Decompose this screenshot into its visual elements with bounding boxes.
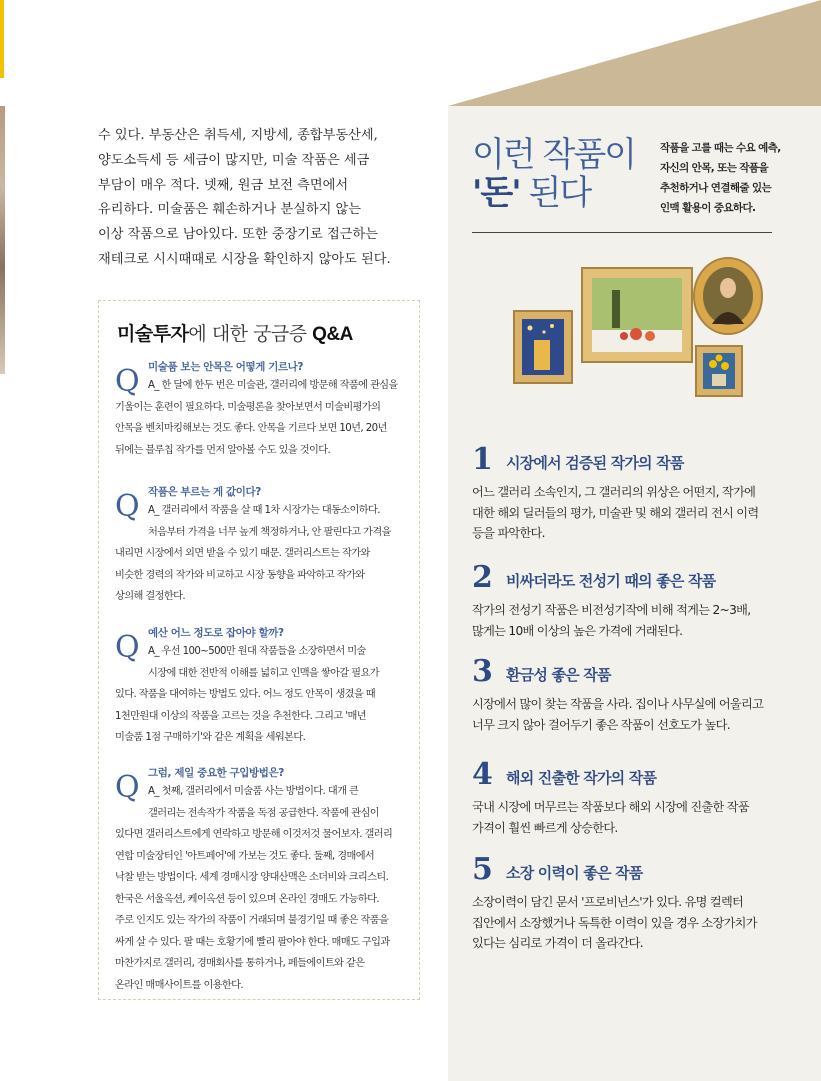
qa-answer-line: 있다면 갤러리스트에게 연락하고 방문해 이것저것 물어보자. 갤러리 [115, 829, 393, 840]
qa-item [115, 625, 411, 749]
qa-question: 그럼, 제일 중요한 구입방법은? [148, 767, 284, 779]
qa-answer-line: A_ 한 달에 한두 번은 미술관, 갤러리에 방문해 작품에 관심을 [148, 380, 398, 391]
intro-line: 이상 작품으로 남아있다. 또한 중장기로 접근하는 [98, 227, 378, 243]
qa-answer-line: 비슷한 경력의 작가와 비교하고 시장 동향을 파악하고 작가와 [115, 569, 365, 581]
qa-title-bold: 미술투자 [117, 323, 189, 345]
qa-answer-line: 낙찰 받는 방법이다. 세계 경매시장 양대산맥은 소더비와 크리스티. [115, 872, 389, 883]
qa-answer [115, 500, 411, 608]
criterion-body [472, 694, 802, 735]
headline-line-2 [472, 174, 635, 212]
intro-line: 양도소득세 등 세금이 많지만, 미술 작품은 세금 [98, 152, 370, 168]
criterion-number: 1 [472, 442, 493, 477]
criterion-body [472, 482, 802, 544]
qa-answer-line: A_ 갤러리에서 작품을 살 때 1차 시장가는 대동소이하다. [148, 505, 380, 516]
criterion-item [472, 751, 802, 838]
qa-answer-line: 뒤에는 블루칩 작가를 먼저 알아볼 수도 있을 것이다. [115, 444, 331, 456]
qa-title-qa: Q&A [312, 324, 353, 345]
headline-line-1: 이런 작품이 [472, 135, 636, 175]
qa-answer-line: 온라인 매매사이트를 이용한다. [115, 979, 244, 991]
headline-note [660, 138, 810, 218]
q-mark-icon: Q [115, 364, 140, 399]
intro-line: 재테크로 시시때때로 시장을 확인하지 않아도 된다. [98, 251, 391, 267]
criterion-line: 가격이 훨씬 빠르게 상승한다. [472, 820, 618, 835]
criterion-number: 3 [472, 654, 493, 689]
intro-line: 수 있다. 부동산은 취득세, 지방세, 종합부동산세, [98, 128, 378, 143]
qa-answer-line: 기울이는 훈련이 필요하다. 미술평론을 찾아보면서 미술비평가의 [115, 401, 381, 413]
qa-answer [115, 641, 411, 749]
qa-answer-line: 있다. 작품을 대여하는 방법도 있다. 어느 정도 안목이 생겼을 때 [115, 689, 376, 700]
criterion-item [472, 554, 802, 641]
qa-answer [115, 781, 411, 996]
qa-answer-line: 한국은 서울옥션, 케이옥션 등이 있으며 온라인 경매도 가능하다. [115, 893, 380, 905]
criterion-line: 어느 갤러리 소속인지, 그 갤러리의 위상은 어떤지, 작가에 [472, 485, 756, 499]
qa-answer-line: 상의해 결정한다. [115, 591, 185, 602]
qa-answer [115, 375, 411, 461]
note-line: 인맥 활용이 중요하다. [660, 202, 756, 214]
criterion-line: 국내 시장에 머무르는 작품보다 해외 시장에 진출한 작품 [472, 800, 749, 814]
qa-answer-line: 시장에 대한 전반적 이해를 넓히고 인맥을 쌓아갈 필요가 [148, 667, 380, 679]
qa-box [98, 300, 420, 1000]
qa-answer-line: 1천만원대 이상의 작품을 고르는 것을 추천한다. 그리고 '매년 [115, 710, 366, 722]
q-mark-icon: Q [115, 489, 140, 524]
qa-answer-line: 마찬가지로 갤러리, 경매회사를 통하거나, 페들에이트와 같은 [115, 958, 365, 969]
criterion-line: 등을 파악한다. [472, 526, 545, 540]
qa-question: 작품은 부르는 게 값이다? [148, 486, 261, 498]
q-mark-icon: Q [115, 770, 140, 805]
criterion-title: 환금성 좋은 작품 [506, 666, 611, 684]
panel-headline [472, 136, 635, 212]
headline-rest: 된다 [519, 173, 591, 213]
headline-divider [472, 232, 772, 233]
qa-item [115, 359, 411, 461]
criterion-title: 비싸더라도 전성기 때의 좋은 작품 [506, 572, 716, 590]
criterion-item [472, 648, 802, 735]
framed-paintings-illustration [508, 256, 778, 406]
criterion-number: 4 [472, 757, 493, 792]
qa-answer-line: A_ 첫째, 갤러리에서 미술품 사는 방법이다. 대개 큰 [148, 786, 359, 797]
criterion-title: 시장에서 검증된 작가의 작품 [506, 454, 684, 472]
criterion-line: 대한 해외 딜러들의 평가, 미술관 및 해외 갤러리 전시 이력 [472, 505, 759, 520]
panel-corner-decoration [448, 0, 821, 106]
intro-paragraph [98, 124, 416, 273]
qa-answer-line: A_ 우선 100~500만 원대 작품들을 소장하면서 미술 [148, 646, 366, 657]
criterion-number: 2 [472, 560, 493, 595]
criterion-item [472, 436, 802, 544]
criterion-item [472, 846, 802, 954]
qa-title [117, 319, 353, 346]
qa-answer-line: 내리면 시장에서 외면 받을 수 있기 때문. 갤러리스트는 작가와 [115, 548, 370, 559]
criterion-line: 시장에서 많이 찾는 작품을 사라. 집이나 사무실에 어울리고 [472, 697, 764, 711]
criterion-line: 너무 크지 않아 걸어두기 좋은 작품이 선호도가 높다. [472, 717, 730, 732]
qa-answer-line: 갤러리는 전속작가 작품을 독점 공급한다. 작품에 관심이 [148, 807, 380, 819]
qa-answer-line: 주로 인지도 있는 작가의 작품이 거래되며 불경기일 때 좋은 작품을 [115, 915, 389, 926]
qa-answer-line: 싸게 살 수 있다. 팔 때는 호황기에 빨리 팔아야 한다. 매매도 구입과 [115, 936, 390, 948]
qa-item [115, 484, 411, 608]
qa-answer-line: 미술품 1점 구매하기'와 같은 계획을 세워본다. [115, 732, 306, 743]
criterion-body [472, 892, 802, 954]
q-mark-icon: Q [115, 630, 140, 665]
qa-answer-line: 안목을 벤치마킹해보는 것도 좋다. 안목을 기르다 보면 10년, 20년 [115, 423, 387, 434]
criterion-line: 많게는 10배 이상의 높은 가격에 거래된다. [472, 623, 683, 638]
note-line: 추천하거나 연결해줄 있는 [660, 182, 772, 194]
criterion-line: 집안에서 소장했거나 독특한 이력이 있을 경우 소장가치가 [472, 915, 757, 930]
criterion-line: 소장이력이 담긴 문서 '프로비넌스'가 있다. 유명 컬렉터 [472, 895, 744, 909]
intro-line: 유리하다. 미술품은 훼손하거나 분실하지 않는 [98, 202, 362, 218]
criterion-line: 있다는 심리로 가격이 더 올라간다. [472, 936, 643, 950]
qa-answer-line: 처음부터 가격을 너무 높게 책정하거나, 안 팔린다고 가격을 [148, 526, 391, 538]
note-line: 작품을 고를 때는 수요 예측, [660, 142, 781, 154]
note-line: 자신의 안목, 또는 작품을 [660, 162, 768, 174]
edge-photo-strip [0, 106, 5, 374]
qa-title-light: 에 대한 궁금증 [188, 323, 313, 345]
edge-accent-bar [0, 0, 4, 78]
criterion-number: 5 [472, 852, 493, 887]
criterion-title: 소장 이력이 좋은 작품 [506, 864, 643, 882]
criterion-body [472, 797, 802, 838]
headline-don: '돈' [472, 173, 520, 213]
criterion-line: 작가의 전성기 작품은 비전성기작에 비해 적게는 2~3배, [472, 603, 751, 617]
side-panel [448, 106, 821, 1081]
qa-answer-line: 연합 미술장터인 '아트페어'에 가보는 것도 좋다. 둘째, 경매에서 [115, 850, 375, 862]
qa-question: 예산 어느 정도로 잡아야 할까? [148, 627, 284, 639]
intro-line: 부담이 매우 적다. 넷째, 원금 보전 측면에서 [98, 177, 349, 193]
qa-question: 미술품 보는 안목은 어떻게 기르나? [148, 361, 304, 373]
criterion-title: 해외 진출한 작가의 작품 [506, 769, 657, 787]
criterion-body [472, 600, 802, 641]
qa-item [115, 765, 411, 996]
